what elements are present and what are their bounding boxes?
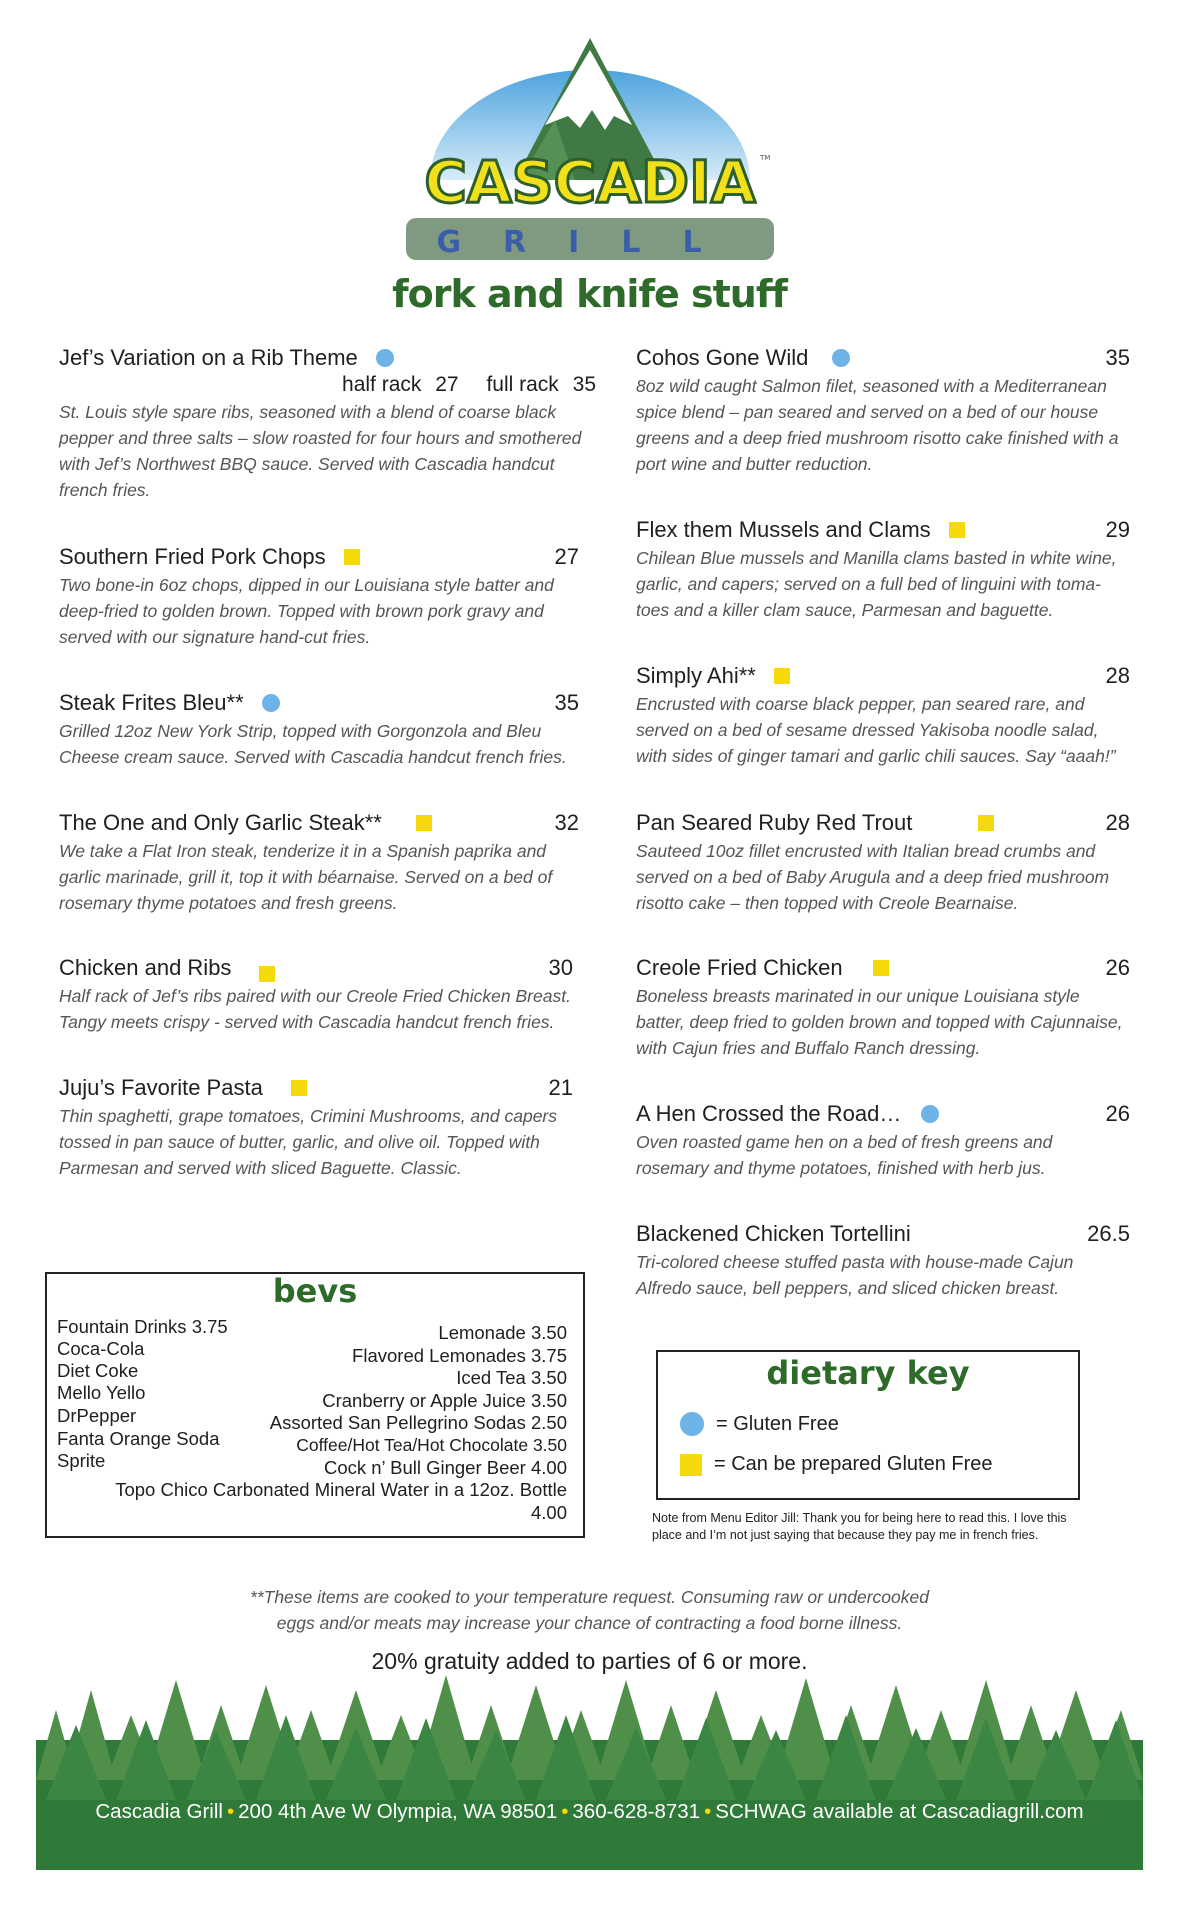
bev-left-item: Diet Coke	[57, 1360, 139, 1381]
item-description: We take a Flat Iron steak, tenderize it in a Spanish paprika and garlic marinade, grill it, top it with béarnaise. Served on a bed of rosemary thyme potatoes and fresh greens.	[59, 841, 553, 913]
beverages-title: bevs	[272, 1272, 358, 1310]
bev-right-item: Cock n’ Bull Ginger Beer 4.00	[323, 1457, 567, 1478]
item-name: Flex them Mussels and Clams	[636, 517, 931, 542]
rack-prices	[59, 373, 604, 399]
menu-item-juju-pasta	[59, 1073, 573, 1181]
item-name: Jef’s Variation on a Rib Theme	[59, 345, 358, 370]
trademark-mark: TM	[760, 154, 771, 162]
menu-item-chicken-and-ribs	[59, 953, 573, 1035]
dietary-key-box	[656, 1350, 1080, 1500]
menu-item-garlic-steak	[59, 808, 579, 916]
can-prepare-gf-icon	[416, 815, 432, 831]
beverages-box	[45, 1272, 585, 1538]
menu-item-rib-theme	[59, 343, 604, 503]
menu-item-hen	[636, 1099, 1130, 1181]
forest-footer-graphic	[36, 1670, 1143, 1870]
item-price: 27	[554, 544, 579, 569]
gratuity-notice: 20% gratuity added to parties of 6 or more.	[371, 1648, 808, 1674]
can-prepare-gf-icon	[774, 668, 790, 684]
gluten-free-icon	[832, 349, 850, 367]
bev-right-item: Flavored Lemonades 3.75	[352, 1345, 567, 1366]
bev-left-item: Fanta Orange Soda	[57, 1428, 220, 1449]
bev-left-item: DrPepper	[57, 1405, 137, 1426]
footnote-line: eggs and/or meats may increase your chance of contracting a food borne illness.	[276, 1613, 903, 1633]
key-can-prepare	[680, 1453, 993, 1476]
item-price: 35	[1105, 345, 1130, 370]
bev-left-item: Fountain Drinks 3.75	[57, 1316, 228, 1337]
item-description: Thin spaghetti, grape tomatoes, Crimini Mushrooms, and capers tossed in pan sauce of butter, garlic, and olive oil. Topped with Parmesan and served with sliced Baguette. Classic.	[59, 1106, 558, 1178]
item-price: 35	[554, 690, 579, 715]
item-name: Simply Ahi**	[636, 663, 756, 688]
item-price: 26.5	[1087, 1221, 1130, 1246]
menu-item-pork-chops	[59, 542, 579, 650]
key-gluten-free-label: = Gluten Free	[716, 1412, 839, 1435]
item-price: 21	[548, 1075, 573, 1100]
can-prepare-gf-icon	[978, 815, 994, 831]
bullet-dot: •	[561, 1800, 569, 1823]
bev-left-item: Mello Yello	[57, 1382, 146, 1403]
gluten-free-icon	[921, 1105, 939, 1123]
temperature-footnote	[0, 1584, 1179, 1636]
item-name: Blackened Chicken Tortellini	[636, 1221, 911, 1246]
cascadia-grill-logo	[400, 30, 780, 270]
menu-item-cohos	[636, 343, 1130, 477]
item-price: 28	[1105, 810, 1130, 835]
item-name: A Hen Crossed the Road…	[636, 1101, 902, 1126]
item-description: Grilled 12oz New York Strip, topped with Gorgonzola and Bleu Cheese cream sauce. Served with Cascadia handcut french fries.	[59, 721, 567, 767]
key-can-prepare-label: = Can be prepared Gluten Free	[714, 1453, 993, 1475]
bev-right-item: Lemonade 3.50	[438, 1322, 567, 1343]
item-description: Two bone-in 6oz chops, dipped in our Louisiana style batter and deep-fried to golden brown. Topped with brown pork gravy and served with our signature hand-cut fries.	[59, 575, 554, 647]
logo-wordmark: CASCADIA	[424, 148, 756, 216]
can-prepare-gf-icon	[949, 522, 965, 538]
bullet-dot: •	[704, 1800, 712, 1823]
bev-right-item: Coffee/Hot Tea/Hot Chocolate 3.50	[296, 1435, 567, 1455]
bev-right-item: Iced Tea 3.50	[456, 1367, 567, 1388]
item-name: Cohos Gone Wild	[636, 345, 809, 370]
footer-website[interactable]: SCHWAG available at Cascadiagrill.com	[715, 1800, 1084, 1823]
can-prepare-gf-icon	[344, 549, 360, 565]
bev-right-item: Assorted San Pellegrino Sodas 2.50	[269, 1412, 567, 1433]
menu-item-steak-frites	[59, 688, 579, 770]
bev-topo-chico: Topo Chico Carbonated Mineral Water in a 12oz. Bottle	[115, 1479, 567, 1500]
footer-name: Cascadia Grill	[95, 1800, 223, 1823]
bev-left-item: Sprite	[57, 1450, 106, 1471]
key-gluten-free	[680, 1412, 839, 1436]
item-price: 26	[1105, 955, 1130, 980]
full-rack-label: full rack	[486, 373, 559, 396]
footer-phone[interactable]: 360-628-8731	[572, 1800, 701, 1823]
item-description: Sauteed 10oz fillet encrusted with Italian bread crumbs and served on a bed of Baby Arugula and a deep fried mushroom risotto cake – then topped with Creole Bearnaise.	[636, 841, 1110, 913]
item-name: Steak Frites Bleu**	[59, 690, 244, 715]
menu-item-mussels	[636, 515, 1130, 623]
item-description: Encrusted with coarse black pepper, pan seared rare, and served on a bed of sesame dressed Yakisoba noodle salad, with sides of ginger tamari and garlic chili sauces. Say “aaah!”	[636, 694, 1116, 766]
half-rack-price: 27	[435, 373, 459, 396]
editor-note: Note from Menu Editor Jill: Thank you for being here to read this. I love this place and I’m not just saying that because they pay me in french fries.	[652, 1511, 1067, 1542]
item-price: 26	[1105, 1101, 1130, 1126]
full-rack-price: 35	[572, 373, 596, 396]
can-prepare-gf-icon	[680, 1454, 702, 1476]
bev-left-item: Coca-Cola	[57, 1338, 145, 1359]
footer-address: 200 4th Ave W Olympia, WA 98501	[238, 1800, 558, 1823]
item-price: 32	[554, 810, 579, 835]
item-description: Oven roasted game hen on a bed of fresh greens and rosemary and thyme potatoes, finished with herb jus.	[636, 1132, 1053, 1178]
menu-item-tortellini	[636, 1219, 1130, 1301]
dietary-key-title: dietary key	[766, 1354, 970, 1392]
menu-item-creole-chicken	[636, 953, 1130, 1061]
page-title: fork and knife stuff	[392, 272, 787, 316]
item-name: Chicken and Ribs	[59, 955, 232, 980]
bev-right-item: Cranberry or Apple Juice 3.50	[322, 1390, 567, 1411]
logo-subword: GRILL	[436, 225, 744, 260]
item-description: Half rack of Jef’s ribs paired with our Creole Fried Chicken Breast. Tangy meets crispy - served with Cascadia handcut french fries.	[59, 986, 571, 1032]
item-price: 29	[1105, 517, 1130, 542]
can-prepare-gf-icon	[259, 966, 275, 982]
half-rack-label: half rack	[342, 373, 422, 396]
item-name: Juju’s Favorite Pasta	[59, 1075, 263, 1100]
item-description: Chilean Blue mussels and Manilla clams basted in white wine, garlic, and capers; served on a full bed of linguini with toma-toes and a killer clam sauce, Parmesan and baguette.	[636, 548, 1117, 620]
footnote-line: **These items are cooked to your temperature request. Consuming raw or undercooked	[250, 1587, 929, 1607]
item-name: The One and Only Garlic Steak**	[59, 810, 382, 835]
menu-item-trout	[636, 808, 1130, 916]
item-name: Southern Fried Pork Chops	[59, 544, 326, 569]
item-name: Creole Fried Chicken	[636, 955, 843, 980]
can-prepare-gf-icon	[873, 960, 889, 976]
bev-topo-price: 4.00	[530, 1502, 567, 1523]
bullet-dot: •	[226, 1800, 235, 1823]
gluten-free-icon	[262, 694, 280, 712]
item-description: St. Louis style spare ribs, seasoned with a blend of coarse black pepper and three salts – slow roasted for four hours and smothered with Jef’s Northwest BBQ sauce. Served with Cascadia handcut french fries.	[59, 402, 582, 500]
item-price: 28	[1105, 663, 1130, 688]
gluten-free-icon	[376, 349, 394, 367]
gluten-free-icon	[680, 1412, 704, 1436]
menu-item-ahi	[636, 661, 1130, 769]
item-price: 30	[548, 955, 573, 980]
footer-contact	[36, 1800, 1143, 1824]
can-prepare-gf-icon	[291, 1080, 307, 1096]
item-description: 8oz wild caught Salmon filet, seasoned with a Mediterranean spice blend – pan seared and served on a bed of our house greens and a deep fried mushroom risotto cake finished with a port wine and butter reduction.	[636, 376, 1119, 474]
item-description: Tri-colored cheese stuffed pasta with house-made Cajun Alfredo sauce, bell peppers, and sliced chicken breast.	[636, 1252, 1074, 1298]
item-name: Pan Seared Ruby Red Trout	[636, 810, 913, 835]
item-description: Boneless breasts marinated in our unique Louisiana style batter, deep fried to golden brown and topped with Cajunnaise, with Cajun fries and Buffalo Ranch dressing.	[636, 986, 1123, 1058]
